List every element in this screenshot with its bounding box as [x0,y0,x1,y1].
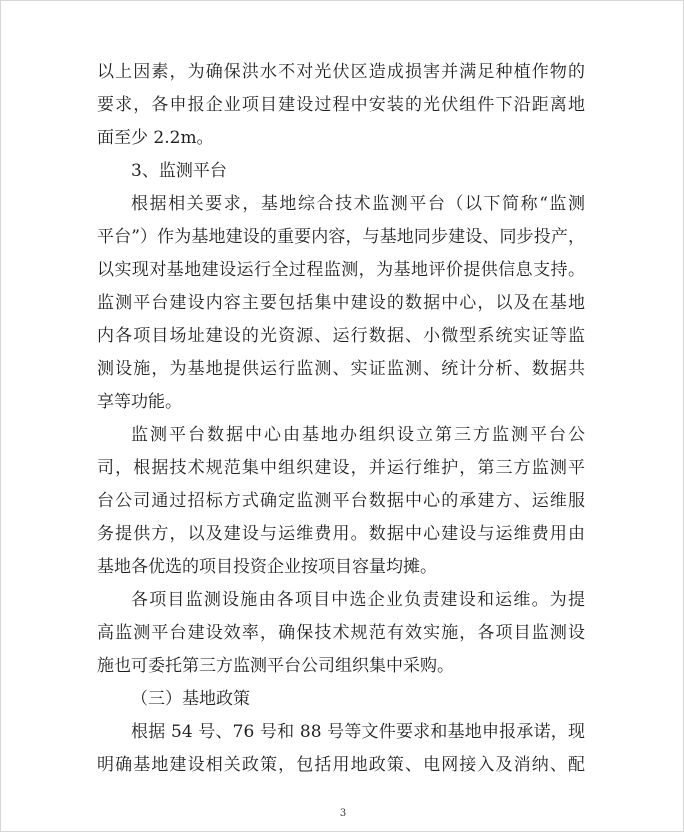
text-line: 司，根据技术规范集中组织建设，并运行维护，第三方监测平 [97,458,585,478]
text-line: 各项目监测设施由各项目中选企业负责建设和运维。为提 [131,590,585,610]
text-line: 高监测平台建设效率，确保技术规范有效实施，各项目监测设 [97,623,585,643]
text-line: 明确基地建设相关政策，包括用地政策、电网接入及消纳、配 [97,755,585,775]
text-line: 以上因素，为确保洪水不对光伏区造成损害并满足种植作物的 [97,62,585,82]
paragraph [97,584,585,683]
paragraph [97,188,585,419]
text-line: 基地各优选的项目投资企业按项目容量均摊。 [97,557,437,577]
text-line: 内各项目场址建设的光资源、运行数据、小微型系统实证等监 [97,326,585,346]
section-heading-monitoring-platform: 3、监测平台 [131,161,227,181]
paragraph-continues [97,716,585,782]
text-line: 测设施，为基地提供运行监测、实证监测、统计分析、数据共 [97,359,585,379]
paragraph-continued [97,56,585,155]
text-line: 台公司通过招标方式确定监测平台数据中心的承建方、运维服 [97,491,585,511]
text-line: 面至少 2.2m。 [97,128,214,148]
section-heading-base-policy: （三）基地政策 [131,689,250,709]
text-line: 务提供方，以及建设与运维费用。数据中心建设与运维费用由 [97,524,585,544]
text-line: 根据相关要求，基地综合技术监测平台（以下简称“监测 [131,194,585,214]
text-line: 以实现对基地建设运行全过程监测，为基地评价提供信息支持。 [97,260,585,280]
text-line: 要求，各申报企业项目建设过程中安装的光伏组件下沿距离地 [97,95,585,115]
text-line: 施也可委托第三方监测平台公司组织集中采购。 [97,656,454,676]
text-line: 监测平台数据中心由基地办组织设立第三方监测平台公 [131,425,585,445]
page-number: 3 [339,808,347,819]
text-line: 根据 54 号、76 号和 88 号等文件要求和基地申报承诺，现 [131,722,585,742]
text-line: 监测平台建设内容主要包括集中建设的数据中心，以及在基地 [97,293,585,313]
text-line: 平台”）作为基地建设的重要内容，与基地同步建设、同步投产， [97,227,585,247]
document-body [97,56,585,782]
paragraph [97,419,585,584]
text-line: 享等功能。 [97,392,182,412]
